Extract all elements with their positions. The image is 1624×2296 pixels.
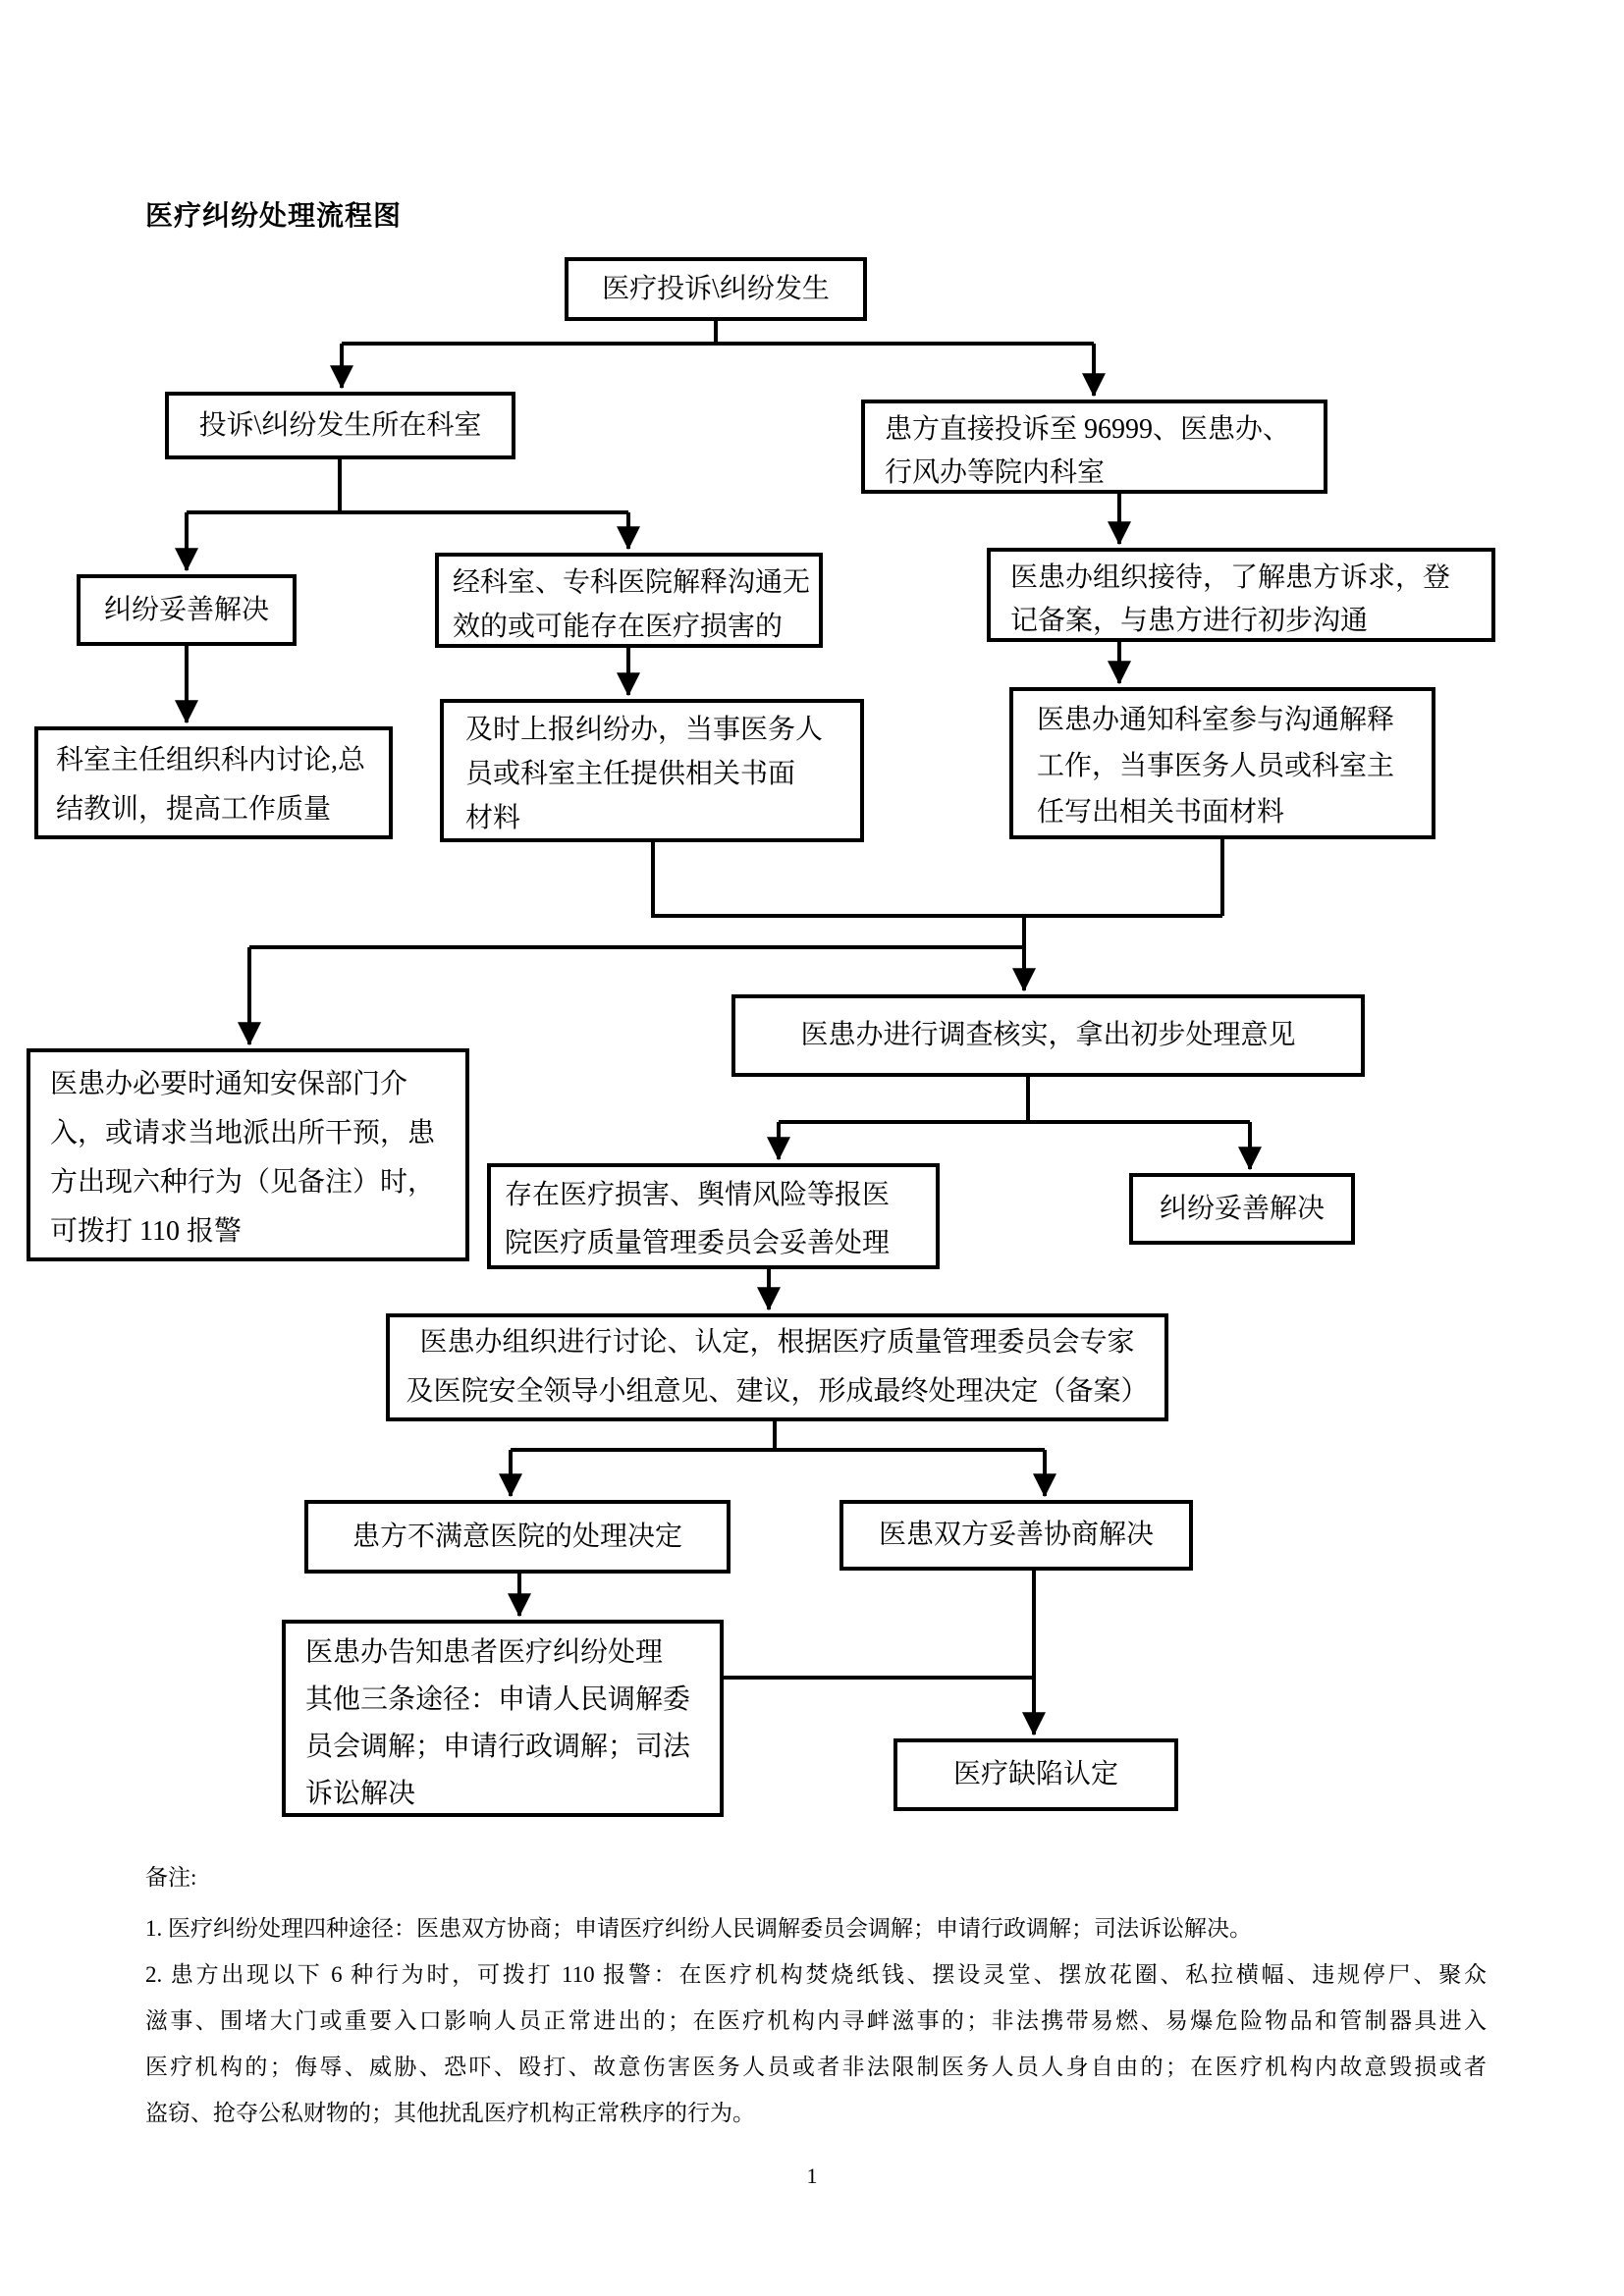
footnotes bbox=[145, 1860, 1487, 2136]
node-patient-unsatisfied-with-decision: 患方不满意医院的处理决定 bbox=[304, 1500, 731, 1574]
node-report-quality-committee: 存在医疗损害、舆情风险等报医 院医疗质量管理委员会妥善处理 bbox=[487, 1163, 940, 1269]
node-direct-complaint-96999: 患方直接投诉至 96999、医患办、 行风办等院内科室 bbox=[861, 400, 1327, 494]
node-dispute-properly-resolved-2: 纠纷妥善解决 bbox=[1129, 1173, 1355, 1245]
page-number: 1 bbox=[806, 2163, 818, 2188]
node-report-to-dispute-office: 及时上报纠纷办，当事医务人 员或科室主任提供相关书面 材料 bbox=[440, 699, 864, 842]
node-department-where-dispute-occurred: 投诉\纠纷发生所在科室 bbox=[165, 392, 515, 459]
footnote-heading: 备注: bbox=[145, 1865, 197, 1890]
footnote-line-2: 2. 患方出现以下 6 种行为时，可拨打 110 报警：在医疗机构焚烧纸钱、摆设灵堂、摆放花圈、私拉横幅、违规停尸、聚众 bbox=[145, 1962, 1487, 1987]
node-three-other-resolution-channels: 医患办告知患者医疗纠纷处理 其他三条途径：申请人民调解委 员会调解；申请行政调解；司法 诉讼解决 bbox=[282, 1620, 724, 1817]
node-office-reception-and-register: 医患办组织接待，了解患方诉求，登 记备案，与患方进行初步沟通 bbox=[987, 548, 1495, 642]
node-office-notifies-department: 医患办通知科室参与沟通解释 工作，当事医务人员或科室主 任写出相关书面材料 bbox=[1009, 687, 1435, 839]
node-security-department-110: 医患办必要时通知安保部门介 入，或请求当地派出所干预，患 方出现六种行为（见备注）时， 可拨打 110 报警 bbox=[27, 1048, 469, 1261]
footnote-line-5: 盗窃、抢夺公私财物的；其他扰乱医疗机构正常秩序的行为。 bbox=[145, 2101, 755, 2125]
node-communication-ineffective-or-harm: 经科室、专科医院解释沟通无 效的或可能存在医疗损害的 bbox=[435, 553, 823, 648]
node-final-decision-filed: 医患办组织进行讨论、认定，根据医疗质量管理委员会专家 及医院安全领导小组意见、建议，形成最终处理决定（备案） bbox=[386, 1313, 1168, 1421]
page-title: 医疗纠纷处理流程图 bbox=[145, 201, 403, 232]
footnote-line-1: 1. 医疗纠纷处理四种途径：医患双方协商；申请医疗纠纷人民调解委员会调解；申请行政调解；司法诉讼解决。 bbox=[145, 1916, 1252, 1941]
node-director-organizes-discussion: 科室主任组织科内讨论,总 结教训，提高工作质量 bbox=[34, 726, 393, 839]
node-investigation-preliminary-opinion: 医患办进行调查核实，拿出初步处理意见 bbox=[731, 994, 1365, 1077]
footnote-line-3: 滋事、围堵大门或重要入口影响人员正常进出的；在医疗机构内寻衅滋事的；非法携带易燃、易爆危险物品和管制器具进入 bbox=[145, 2008, 1487, 2033]
node-medical-complaint-dispute-occurs: 医疗投诉\纠纷发生 bbox=[565, 257, 867, 321]
node-dispute-properly-resolved: 纠纷妥善解决 bbox=[77, 574, 297, 646]
node-both-parties-negotiate-settlement: 医患双方妥善协商解决 bbox=[839, 1500, 1193, 1571]
footnote-line-4: 医疗机构的；侮辱、威胁、恐吓、殴打、故意伤害医务人员或者非法限制医务人员人身自由的；在医疗机构内故意毁损或者 bbox=[145, 2055, 1487, 2079]
node-medical-defect-determination: 医疗缺陷认定 bbox=[893, 1738, 1178, 1811]
